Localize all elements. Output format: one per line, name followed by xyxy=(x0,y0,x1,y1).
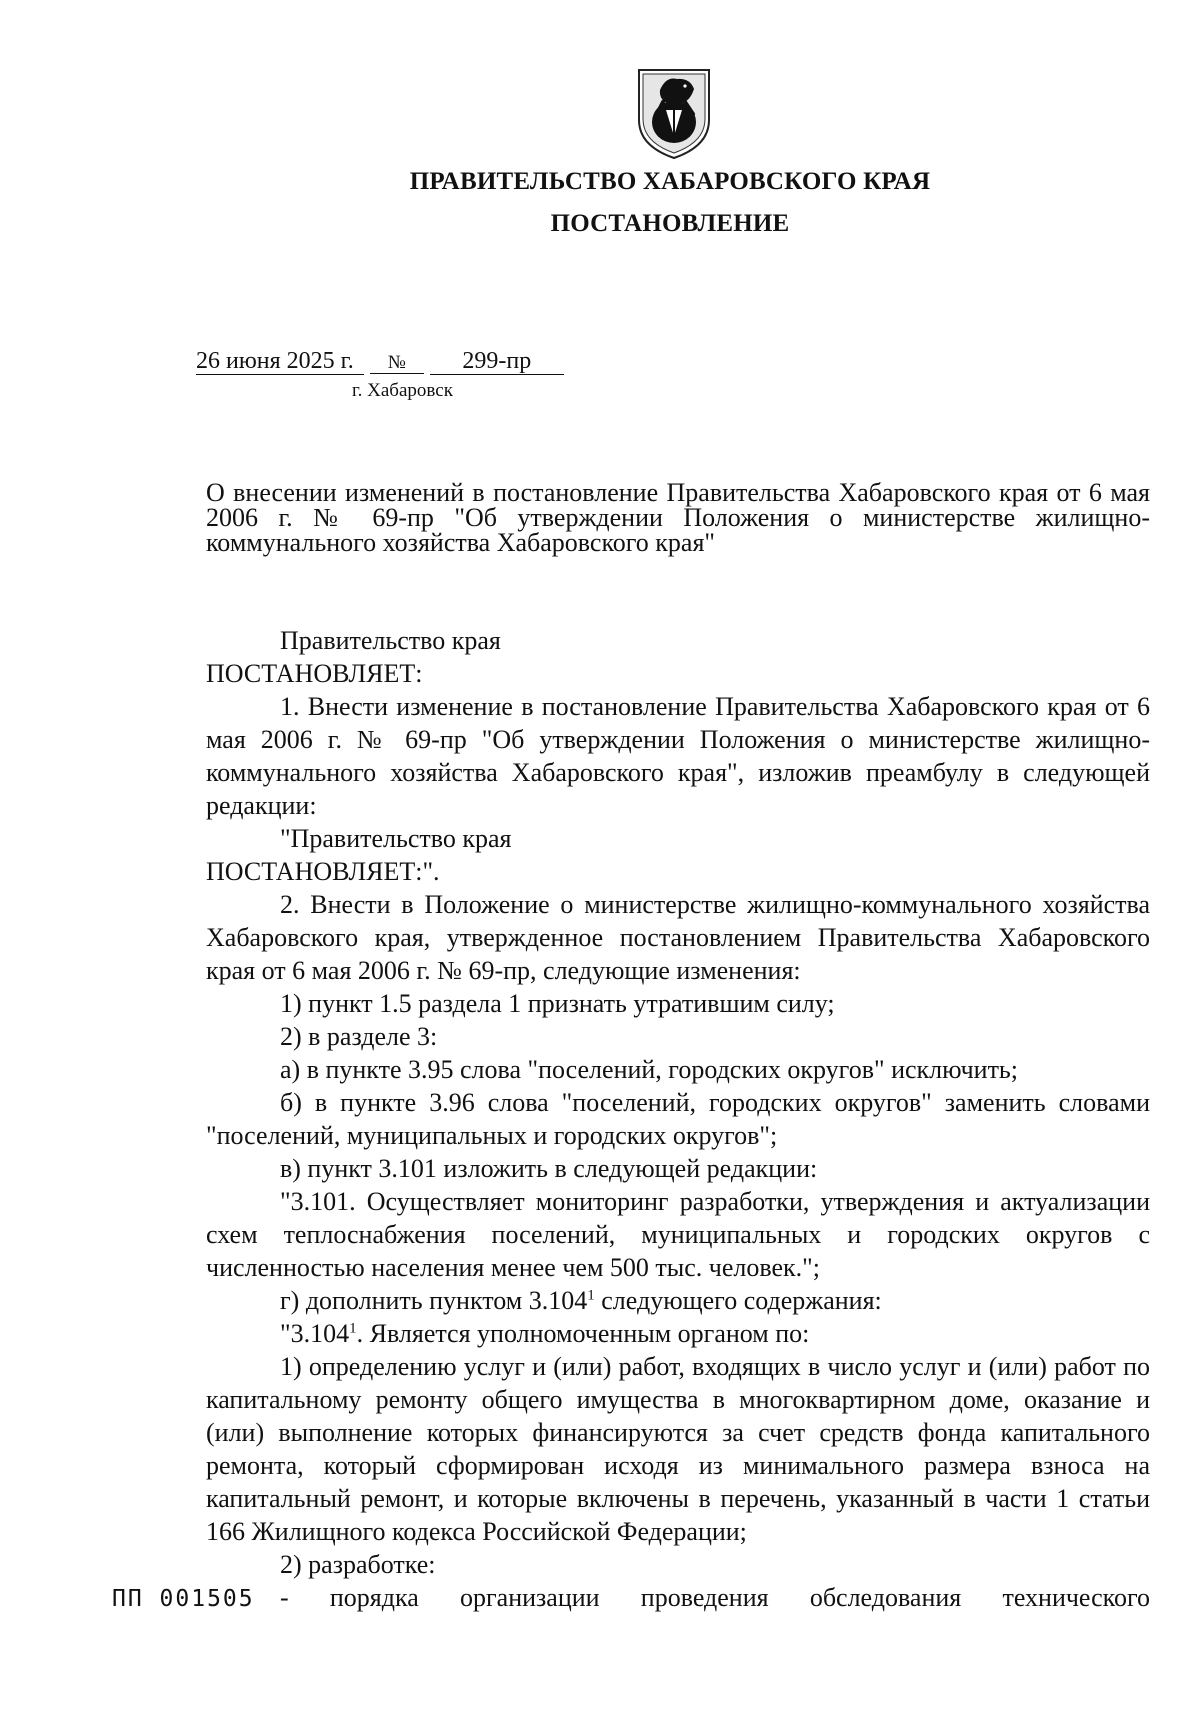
paragraph xyxy=(206,1284,1150,1317)
paragraph: 1) пункт 1.5 раздела 1 признать утратившим силу; xyxy=(280,989,835,1018)
paragraph: 2. Внести в Положение о министерстве жилищно-коммунального хозяйства Хабаровского края, утвержденное постановлением Правительства Хабаровского края от 6 мая 2006 г. № 69-пр, следующие изменения: xyxy=(206,890,1150,985)
text-run: . Является уполномоченным органом по: xyxy=(356,1319,810,1348)
superscript: 1 xyxy=(587,1287,595,1304)
paragraph: "Правительство края xyxy=(280,824,512,853)
paragraph: 1) определению услуг и (или) работ, входящих в число услуг и (или) работ по капитальному ремонту общего имущества в многоквартирном доме, оказание и (или) выполнение которых финансируются за счет средств фонда капитального ремонта, который сформирован исходя из минимального размера взноса на капитальный ремонт, и которые включены в перечень, указанный в части 1 статьи 166 Жилищного кодекса Российской Федерации; xyxy=(206,1352,1150,1546)
paragraph: 1. Внести изменение в постановление Правительства Хабаровского края от 6 мая 2006 г. № 69-пр "Об утверждении Положения о министерстве жилищно-коммунального хозяйства Хабаровского края", изложив преамбулу в следующей редакции: xyxy=(206,692,1150,820)
paragraph: 2) в разделе 3: xyxy=(280,1022,438,1051)
coat-of-arms-emblem xyxy=(633,62,715,162)
document-date: 26 июня 2025 г. xyxy=(196,349,364,375)
document-type-title: ПОСТАНОВЛЕНИЕ xyxy=(550,210,790,237)
paragraph: а) в пункте 3.95 слова "поселений, городских округов" исключить; xyxy=(280,1055,1019,1084)
paragraph xyxy=(206,1317,1150,1350)
text-run: "3.104 xyxy=(280,1319,350,1348)
footer-form-code: ПП 001505 xyxy=(112,1586,255,1612)
superscript: 1 xyxy=(349,1320,357,1337)
paragraph: Правительство края xyxy=(280,626,501,655)
paragraph: б) в пункте 3.96 слова "поселений, городских округов" заменить словами "поселений, муниципальных и городских округов"; xyxy=(206,1088,1150,1150)
text-run: г) дополнить пунктом 3.104 xyxy=(280,1286,588,1315)
text-run: следующего содержания: xyxy=(594,1286,882,1315)
paragraph: ПОСТАНОВЛЯЕТ:". xyxy=(206,857,440,886)
paragraph: в) пункт 3.101 изложить в следующей редакции: xyxy=(280,1154,818,1183)
document-number: 299-пр xyxy=(430,349,564,375)
government-title: ПРАВИТЕЛЬСТВО ХАБАРОВСКОГО КРАЯ xyxy=(409,168,931,195)
document-subject: О внесении изменений в постановление Правительства Хабаровского края от 6 мая 2006 г. № 69-пр "Об утверждении Положения о министерстве жилищно-коммунального хозяйства Хабаровского края" xyxy=(206,478,1150,557)
number-sign: № xyxy=(370,353,424,374)
paragraph: 2) разработке: xyxy=(280,1550,436,1579)
paragraph: ПОСТАНОВЛЯЕТ: xyxy=(206,659,423,688)
document-body xyxy=(206,624,1150,1614)
document-city: г. Хабаровск xyxy=(352,380,453,401)
document-date-number-line xyxy=(196,348,564,375)
paragraph: - порядка организации проведения обследования технического xyxy=(280,1583,1150,1612)
paragraph: "3.101. Осуществляет мониторинг разработки, утверждения и актуализации схем теплоснабжения поселений, муниципальных и городских округов с численностью населения менее чем 500 тыс. человек."; xyxy=(206,1187,1150,1282)
